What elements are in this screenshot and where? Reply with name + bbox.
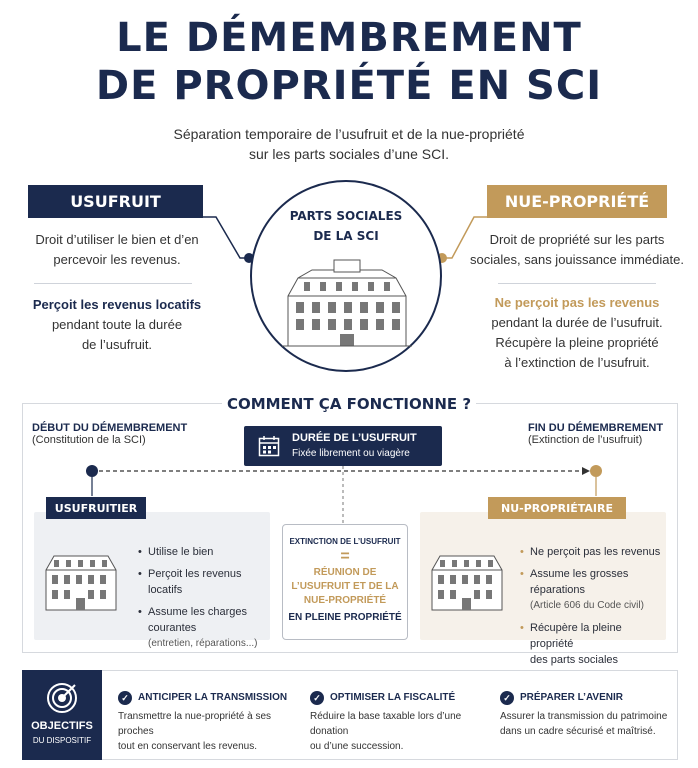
duration-title: DURÉE DE L’USUFRUIT [292, 432, 417, 444]
usufruit-tag: USUFRUIT [28, 185, 203, 218]
extinction-title: EXTINCTION DE L’USUFRUIT [289, 537, 401, 546]
building-illustration [428, 542, 506, 614]
page-title-line1: LE DÉMEMBREMENT [116, 15, 582, 61]
usufruit-point-bold: Perçoit les revenus locatifs [32, 297, 202, 312]
timeline-start [32, 422, 232, 446]
nue-point-line3: Récupère la pleine propriété [495, 335, 659, 350]
objective-text-line2: tout en conservant les revenus. [118, 741, 257, 752]
objective-text-line1: Réduire la base taxable lors d’une donation [310, 711, 462, 737]
usufruit-description [22, 230, 212, 270]
objective-text-line1: Assurer la transmission du patrimoine [500, 711, 668, 722]
objective-item [500, 692, 672, 739]
usufruitier-note: (entretien, réparations...) [148, 638, 258, 649]
list-item: • Ne perçoit pas les revenus [520, 546, 661, 558]
start-title: DÉBUT DU DÉMEMBREMENT [32, 422, 188, 434]
objective-title: PRÉPARER L’AVENIR [520, 692, 623, 703]
how-it-works-title: COMMENT ÇA FONCTIONNE ? [222, 393, 476, 415]
usufruit-point-line2: pendant toute la durée [51, 317, 183, 332]
nue-divider [498, 283, 656, 284]
usufruit-desc-line2: percevoir les revenus. [53, 252, 181, 267]
objectives-label: OBJECTIFS [31, 720, 93, 732]
nue-points [470, 293, 684, 373]
subtitle-line1: Séparation temporaire de l’usufruit et de la nue-propriété [173, 126, 525, 142]
equals-sign: = [340, 548, 350, 565]
nu-proprietaire-item3-cont: des parts sociales [530, 654, 619, 666]
usufruitier-box [34, 512, 270, 649]
usufruit-point-line3: de l’usufruit. [81, 337, 153, 352]
parts-sociales-circle [250, 180, 442, 372]
usufruit-divider [34, 283, 192, 284]
objective-text-line2: ou d’une succession. [310, 741, 404, 752]
end-subtitle: (Extinction de l’usufruit) [528, 434, 643, 446]
target-icon [46, 682, 78, 714]
nue-description [470, 230, 684, 270]
timeline-end [528, 422, 668, 446]
nu-proprietaire-tag: NU-PROPRIÉTAIRE [488, 497, 626, 519]
list-item: • Perçoit les revenus locatifs [138, 568, 242, 596]
usufruitier-list [138, 544, 268, 652]
extinction-box [282, 524, 408, 640]
nue-desc-line2: sociales, sans jouissance immédiate. [470, 252, 684, 267]
nue-point-line4: à l’extinction de l’usufruit. [504, 355, 650, 370]
usufruitier-tag: USUFRUITIER [46, 497, 146, 519]
objective-text-line1: Transmettre la nue-propriété à ses proches [118, 711, 272, 737]
nu-proprietaire-box [420, 512, 666, 666]
objective-item [118, 692, 303, 754]
building-illustration [282, 256, 412, 352]
check-icon: ✓ [310, 691, 324, 705]
objective-title: ANTICIPER LA TRANSMISSION [138, 692, 288, 703]
objectives-label-box [22, 670, 102, 760]
nue-propriete-tag: NUE-PROPRIÉTÉ [487, 185, 667, 218]
check-icon: ✓ [500, 691, 514, 705]
usufruit-desc-line1: Droit d’utiliser le bien et d’en [35, 232, 199, 247]
page-title-line2: DE PROPRIÉTÉ EN SCI [95, 63, 603, 109]
extinction-line3: NUE-PROPRIÉTÉ [303, 595, 387, 606]
center-line1: PARTS SOCIALES [289, 209, 403, 223]
list-item: • Utilise le bien [138, 546, 214, 558]
nue-desc-line1: Droit de propriété sur les parts [489, 232, 665, 247]
center-line2: DE LA SCI [313, 229, 379, 243]
extinction-line4: EN PLEINE PROPRIÉTÉ [288, 612, 402, 623]
objective-item [310, 692, 490, 754]
calendar-icon [258, 435, 280, 457]
nue-point-line2: pendant la durée de l’usufruit. [491, 315, 663, 330]
duration-subtitle: Fixée librement ou viagère [292, 448, 410, 459]
building-illustration [42, 542, 120, 614]
objective-text-line2: dans un cadre sécurisé et maîtrisé. [500, 726, 656, 737]
parts-sociales-label [252, 206, 440, 246]
extinction-line1: RÉUNION DE [313, 567, 377, 578]
nu-proprietaire-note: (Article 606 du Code civil) [530, 600, 644, 611]
subtitle-line2: sur les parts sociales d’une SCI. [249, 146, 449, 162]
check-icon: ✓ [118, 691, 132, 705]
nu-proprietaire-list [520, 544, 664, 668]
arrow-right-icon [582, 467, 590, 475]
nue-point-bold: Ne perçoit pas les revenus [494, 295, 660, 310]
end-title: FIN DU DÉMEMBREMENT [528, 422, 664, 434]
start-subtitle: (Constitution de la SCI) [32, 434, 146, 446]
list-item: • Récupère la pleine propriété [520, 622, 622, 650]
list-item: • Assume les charges courantes [138, 606, 248, 634]
page-subtitle [0, 124, 698, 164]
objectives-sublabel: DU DISPOSITIF [32, 736, 92, 745]
extinction-line2: L’USUFRUIT ET DE LA [291, 581, 399, 592]
objective-title: OPTIMISER LA FISCALITÉ [330, 692, 456, 703]
list-item: • Assume les grosses réparations [520, 568, 629, 596]
usufruit-points [22, 295, 212, 355]
